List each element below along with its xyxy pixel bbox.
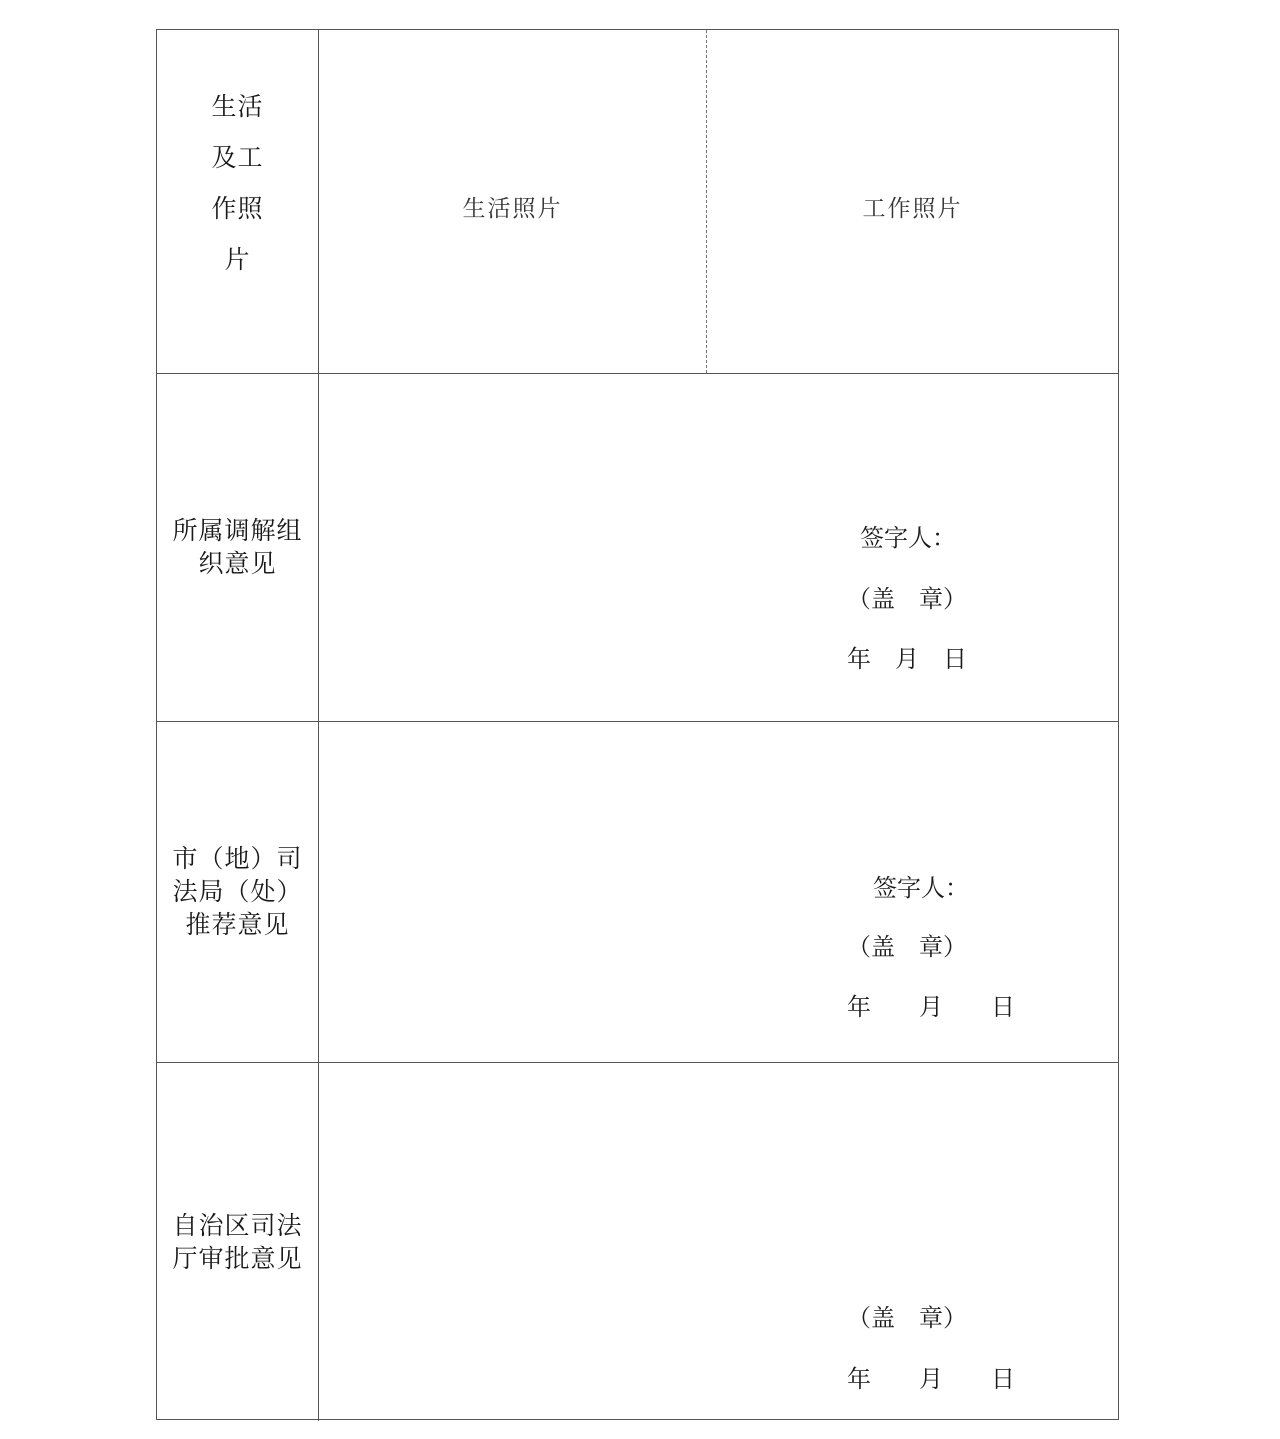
city-recommend-label — [157, 842, 318, 941]
region-approval-label — [157, 1209, 318, 1275]
city-seal-label: （盖 章） — [847, 933, 967, 961]
photos-label-line-3: 作照 — [211, 194, 264, 223]
work-photo-cell[interactable] — [707, 30, 1118, 373]
city-recommend-label-cell — [157, 722, 319, 1062]
region-approval-label-cell — [157, 1063, 319, 1421]
application-form-table — [156, 29, 1119, 1420]
city-signer-label: 签字人： — [873, 874, 969, 902]
work-photo-placeholder: 工作照片 — [862, 196, 963, 222]
life-photo-placeholder: 生活照片 — [462, 196, 563, 222]
photos-row — [157, 30, 1118, 373]
region-approval-label-line-2: 厅审批意见 — [172, 1244, 303, 1273]
region-approval-row — [157, 1062, 1118, 1421]
org-date-label: 年 月 日 — [847, 645, 967, 673]
region-date-label: 年 月 日 — [847, 1365, 1015, 1393]
photos-label-cell — [157, 30, 319, 373]
city-date-label: 年 月 日 — [847, 993, 1015, 1021]
city-recommend-row — [157, 721, 1118, 1062]
region-seal-label: （盖 章） — [847, 1304, 967, 1332]
city-recommend-label-line-2: 法局（处） — [172, 877, 303, 906]
org-opinion-label — [157, 514, 318, 580]
org-opinion-label-line-1: 所属调解组 — [172, 516, 303, 545]
org-opinion-label-cell — [157, 374, 319, 721]
city-recommend-label-line-1: 市（地）司 — [172, 844, 303, 873]
photos-label — [157, 81, 318, 285]
photos-label-line-2: 及工 — [211, 143, 264, 172]
org-opinion-label-line-2: 织意见 — [198, 549, 277, 578]
photos-label-line-1: 生活 — [211, 92, 264, 121]
org-opinion-row — [157, 373, 1118, 721]
photos-label-line-4: 片 — [224, 245, 251, 274]
org-seal-label: （盖 章） — [847, 585, 967, 613]
region-approval-label-line-1: 自治区司法 — [172, 1211, 303, 1240]
life-photo-cell[interactable] — [319, 30, 707, 373]
city-recommend-label-line-3: 推荐意见 — [185, 910, 290, 939]
org-signer-label: 签字人： — [860, 524, 956, 552]
